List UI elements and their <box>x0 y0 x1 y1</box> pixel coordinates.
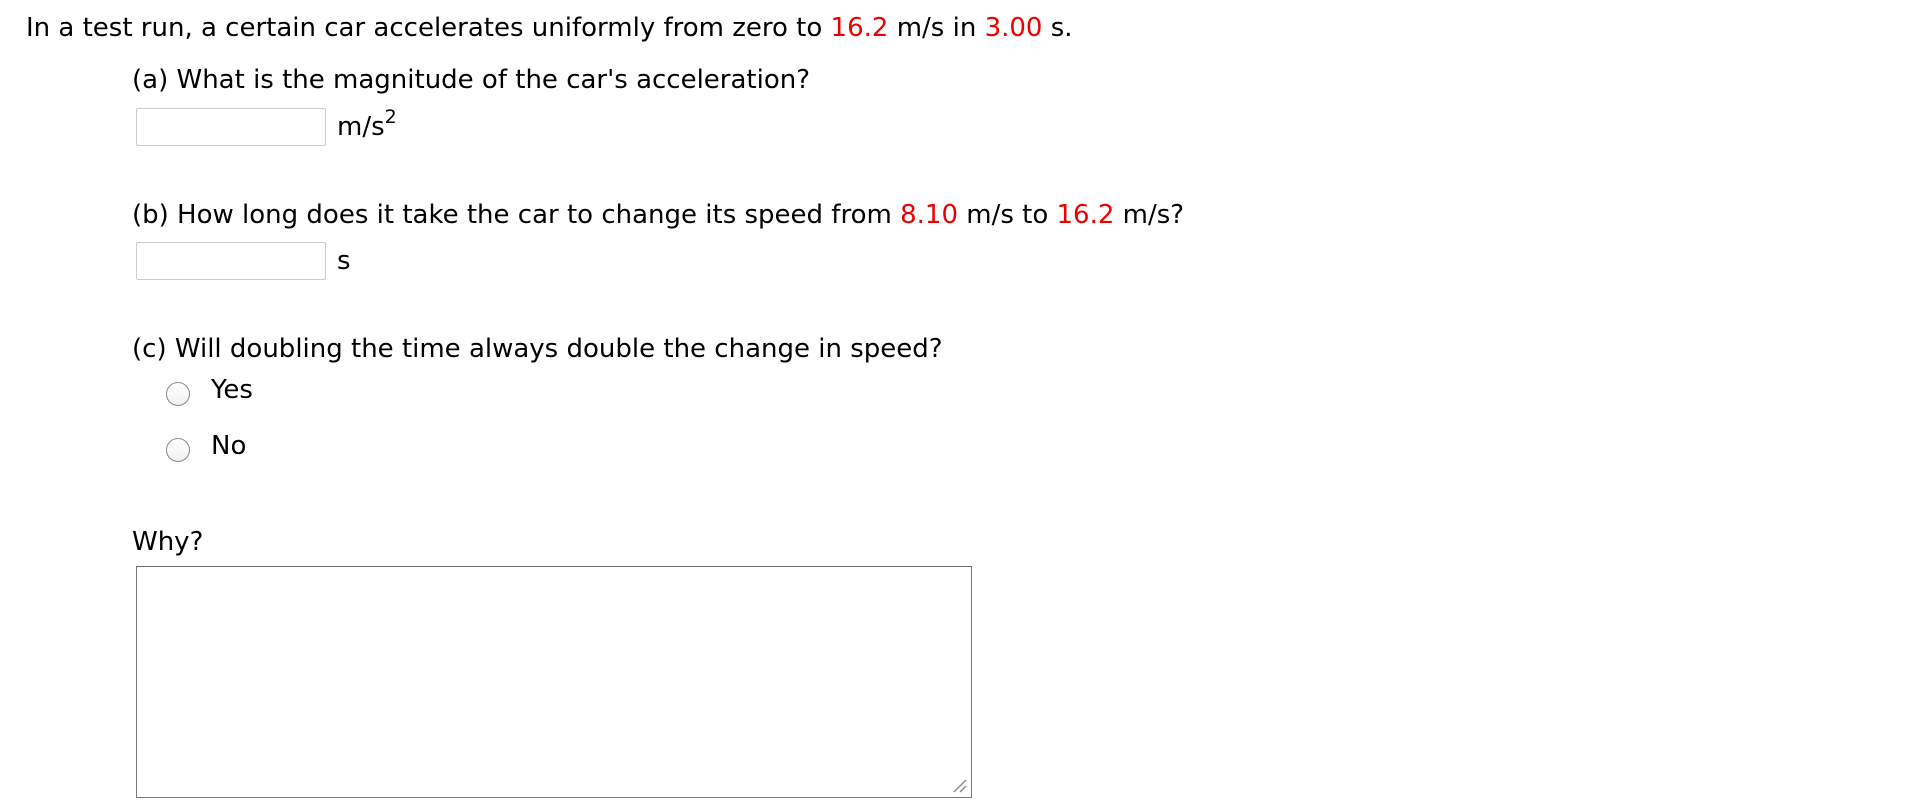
part-c-question: (c) Will doubling the time always double the change in speed? <box>132 334 943 364</box>
intro-speed-value: 16.2 <box>830 13 889 43</box>
part-a-answer-input[interactable] <box>136 108 326 146</box>
option-yes-label: Yes <box>211 375 253 405</box>
option-no-label: No <box>211 431 247 461</box>
intro-time-value: 3.00 <box>984 13 1043 43</box>
part-a-unit-exponent: 2 <box>384 106 397 129</box>
part-b-question-suffix: m/s? <box>1114 200 1185 230</box>
part-b-question-prefix: (b) How long does it take the car to change its speed from <box>132 200 901 230</box>
part-a-unit <box>337 106 397 145</box>
problem-statement <box>26 10 1073 46</box>
option-yes[interactable] <box>166 372 253 408</box>
part-a-unit-base: m/s <box>337 112 385 142</box>
intro-middle: m/s in <box>888 13 985 43</box>
yes-radio-button[interactable] <box>166 382 190 406</box>
why-label: Why? <box>132 527 204 557</box>
part-b-unit: s <box>337 246 351 276</box>
why-explanation-textarea[interactable] <box>136 566 972 798</box>
part-b-answer-input[interactable] <box>136 242 326 280</box>
option-no[interactable] <box>166 428 246 464</box>
part-b-answer-row <box>136 240 351 282</box>
part-a-question: (a) What is the magnitude of the car's acceleration? <box>132 65 811 95</box>
part-b-speed-to: 16.2 <box>1056 200 1115 230</box>
part-a-answer-row <box>136 106 397 148</box>
resize-grip-icon[interactable] <box>950 776 968 794</box>
intro-prefix: In a test run, a certain car accelerates uniformly from zero to <box>26 13 831 43</box>
no-radio-button[interactable] <box>166 438 190 462</box>
intro-suffix: s. <box>1042 13 1073 43</box>
part-b-question-middle: m/s to <box>957 200 1057 230</box>
part-b-question <box>132 197 1184 233</box>
part-b-speed-from: 8.10 <box>900 200 958 230</box>
